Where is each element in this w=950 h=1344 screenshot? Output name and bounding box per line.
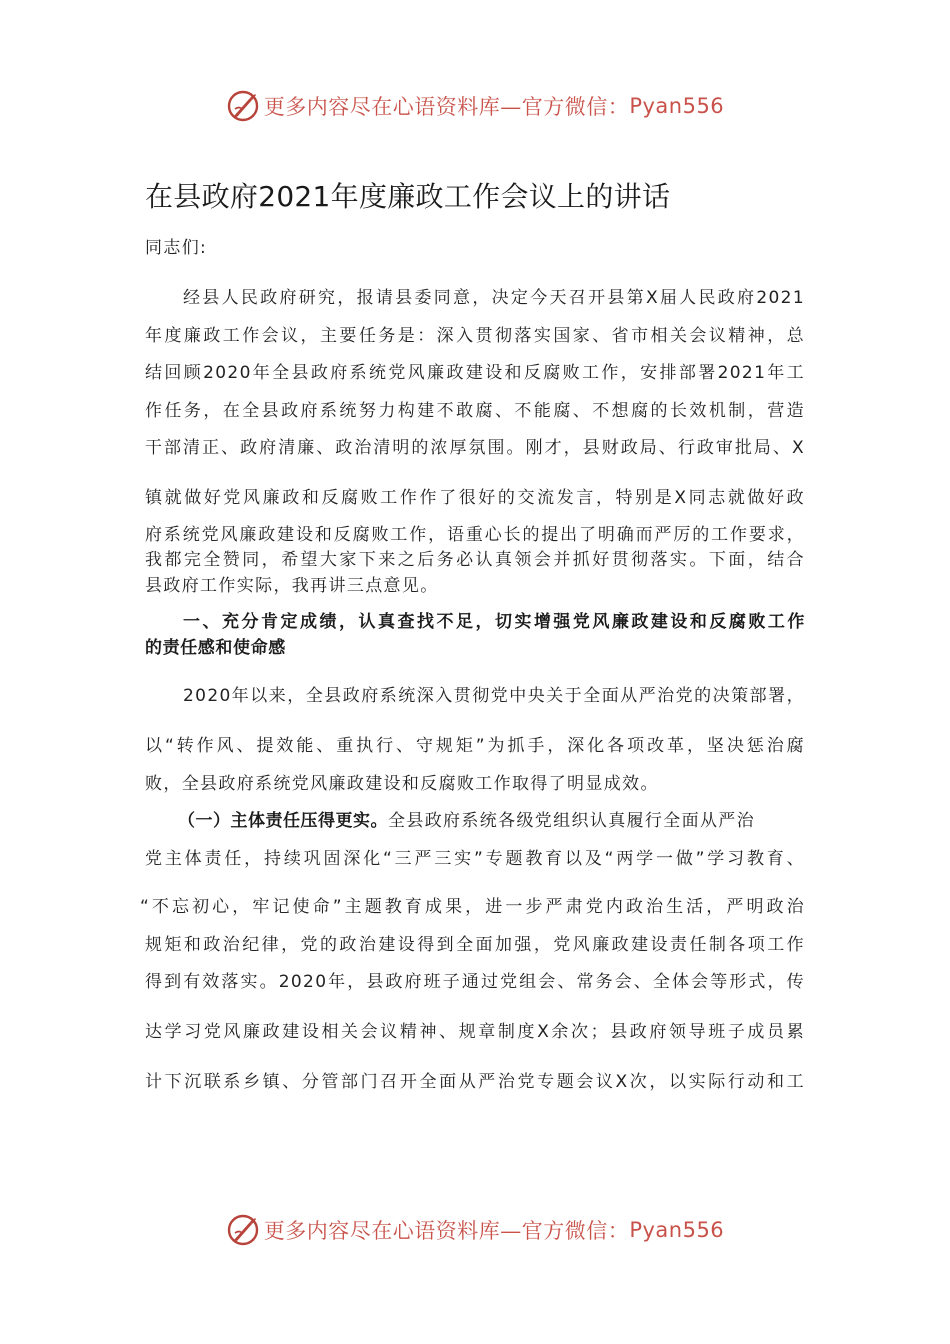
body-line: 得到有效落实。2020年，县政府班子通过党组会、常务会、全体会等形式，传 (145, 972, 805, 992)
body-line: 我都完全赞同，希望大家下来之后务必认真领会并抓好贯彻落实。下面，结合 (145, 550, 805, 570)
body-line: 2020年以来，全县政府系统深入贯彻党中央关于全面从严治党的决策部署， (183, 686, 805, 706)
body-line: 计下沉联系乡镇、分管部门召开全面从严治党专题会议X次，以实际行动和工 (145, 1072, 805, 1092)
body-line: 镇就做好党风廉政和反腐败工作作了很好的交流发言，特别是X同志就做好政 (145, 488, 805, 508)
body-line: 年度廉政工作会议，主要任务是：深入贯彻落实国家、省市相关会议精神，总 (145, 326, 805, 346)
body-line: 县政府工作实际，我再讲三点意见。 (145, 576, 439, 596)
banner-wechat-id: Pyan556 (629, 94, 725, 118)
section-heading: 的责任感和使命感 (145, 638, 286, 658)
body-line: 干部清正、政府清廉、政治清明的浓厚氛围。刚才，县财政局、行政审批局、X (145, 438, 805, 458)
body-line: 党主体责任，持续巩固深化“三严三实”专题教育以及“两学一做”学习教育、 (145, 849, 805, 869)
body-line: 府系统党风廉政建设和反腐败工作，语重心长的提出了明确而严厉的工作要求， (145, 525, 805, 545)
body-line: 败，全县政府系统党风廉政建设和反腐败工作取得了明显成效。 (145, 774, 659, 794)
salutation: 同志们: (145, 238, 208, 258)
body-line: 以“转作风、提效能、重执行、守规矩”为抓手，深化各项改革，坚决惩治腐 (145, 736, 805, 756)
footer-watermark-banner (0, 1208, 950, 1252)
banner-wechat-id: Pyan556 (629, 1218, 725, 1242)
quill-logo-icon (226, 89, 260, 123)
body-line: 作任务，在全县政府系统努力构建不敢腐、不能腐、不想腐的长效机制，营造 (145, 401, 805, 421)
subsection-heading: （一）主体责任压得更实。 (178, 811, 388, 831)
banner-text: 更多内容尽在心语资料库—官方微信： (263, 95, 630, 119)
document-title: 在县政府2021年度廉政工作会议上的讲话 (145, 180, 671, 213)
body-line: 达学习党风廉政建设相关会议精神、规章制度X余次；县政府领导班子成员累 (145, 1022, 805, 1042)
header-watermark-banner (0, 84, 950, 128)
body-line: 规矩和政治纪律，党的政治建设得到全面加强，党风廉政建设责任制各项工作 (145, 935, 805, 955)
body-line-mixed (178, 806, 805, 831)
banner-text: 更多内容尽在心语资料库—官方微信： (263, 1219, 630, 1243)
body-text: 全县政府系统各级党组织认真履行全面从严治 (388, 811, 755, 831)
body-line: 结回顾2020年全县政府系统党风廉政建设和反腐败工作，安排部署2021年工 (145, 363, 805, 383)
section-heading: 一、充分肯定成绩，认真查找不足，切实增强党风廉政建设和反腐败工作 (183, 612, 805, 632)
body-line: “不忘初心，牢记使命”主题教育成果，进一步严肃党内政治生活，严明政治 (140, 897, 805, 917)
quill-logo-icon (226, 1213, 260, 1247)
body-line: 经县人民政府研究，报请县委同意，决定今天召开县第X届人民政府2021 (183, 288, 805, 308)
